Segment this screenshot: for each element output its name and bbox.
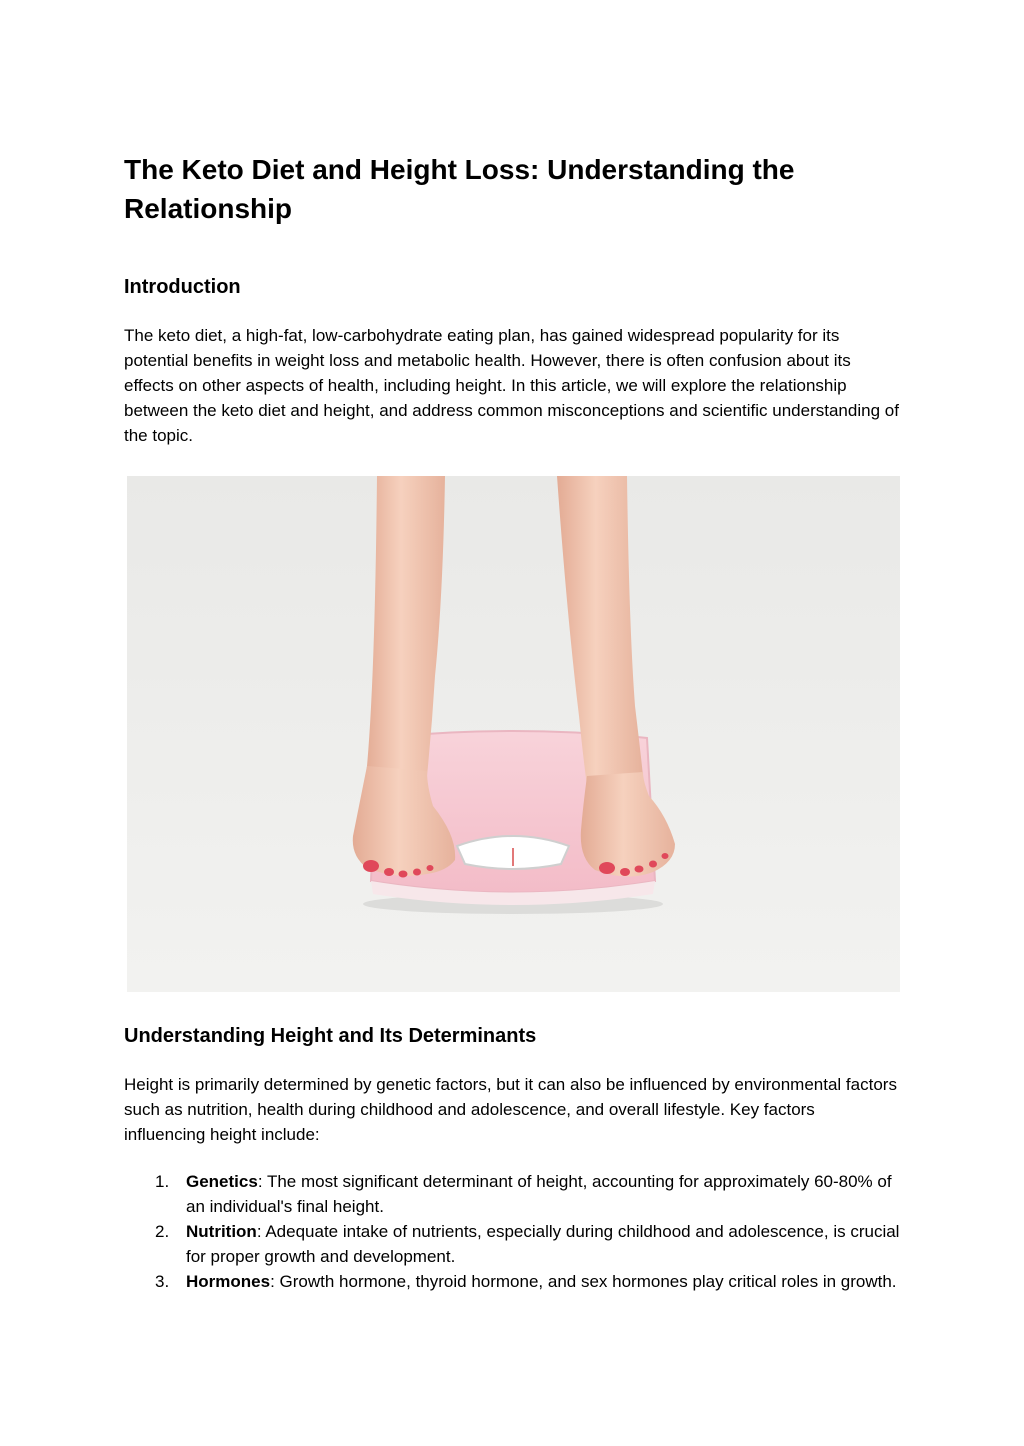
- list-text: : Growth hormone, thyroid hormone, and sex hormones play critical roles in growth.: [270, 1272, 897, 1291]
- list-item: [124, 1169, 900, 1219]
- list-term: Nutrition: [186, 1222, 257, 1241]
- list-text: : The most significant determinant of height, accounting for approximately 60-80% of an individual's final height.: [186, 1172, 892, 1216]
- list-number: 3.: [155, 1272, 170, 1291]
- list-term: Hormones: [186, 1272, 271, 1291]
- section-heading-introduction: Introduction: [124, 276, 241, 298]
- determinants-paragraph: Height is primarily determined by genetic factors, but it can also be influenced by environmental factors such as nutrition, health during childhood and adolescence, and overall lifestyle. Key factors influencing height include:: [124, 1075, 897, 1144]
- list-number: 2.: [155, 1222, 170, 1241]
- feet-on-scale-photo: [127, 476, 900, 992]
- list-item: [124, 1269, 900, 1294]
- list-number: 1.: [155, 1172, 170, 1191]
- section-heading-determinants: Understanding Height and Its Determinants: [124, 1025, 537, 1047]
- article: [124, 150, 900, 1294]
- height-factors-list: [124, 1169, 900, 1294]
- list-item: [124, 1219, 900, 1269]
- intro-paragraph: The keto diet, a high-fat, low-carbohydrate eating plan, has gained widespread popularity for its potential benefits in weight loss and metabolic health. However, there is often confusion about its effects on other aspects of health, including height. In this article, we will explore the relationship between the keto diet and height, and address common misconceptions and scientific understanding of the topic.: [124, 326, 899, 445]
- article-title: The Keto Diet and Height Loss: Understanding the Relationship: [124, 154, 795, 224]
- list-text: : Adequate intake of nutrients, especially during childhood and adolescence, is crucial for proper growth and development.: [186, 1222, 900, 1266]
- list-term: Genetics: [186, 1172, 258, 1191]
